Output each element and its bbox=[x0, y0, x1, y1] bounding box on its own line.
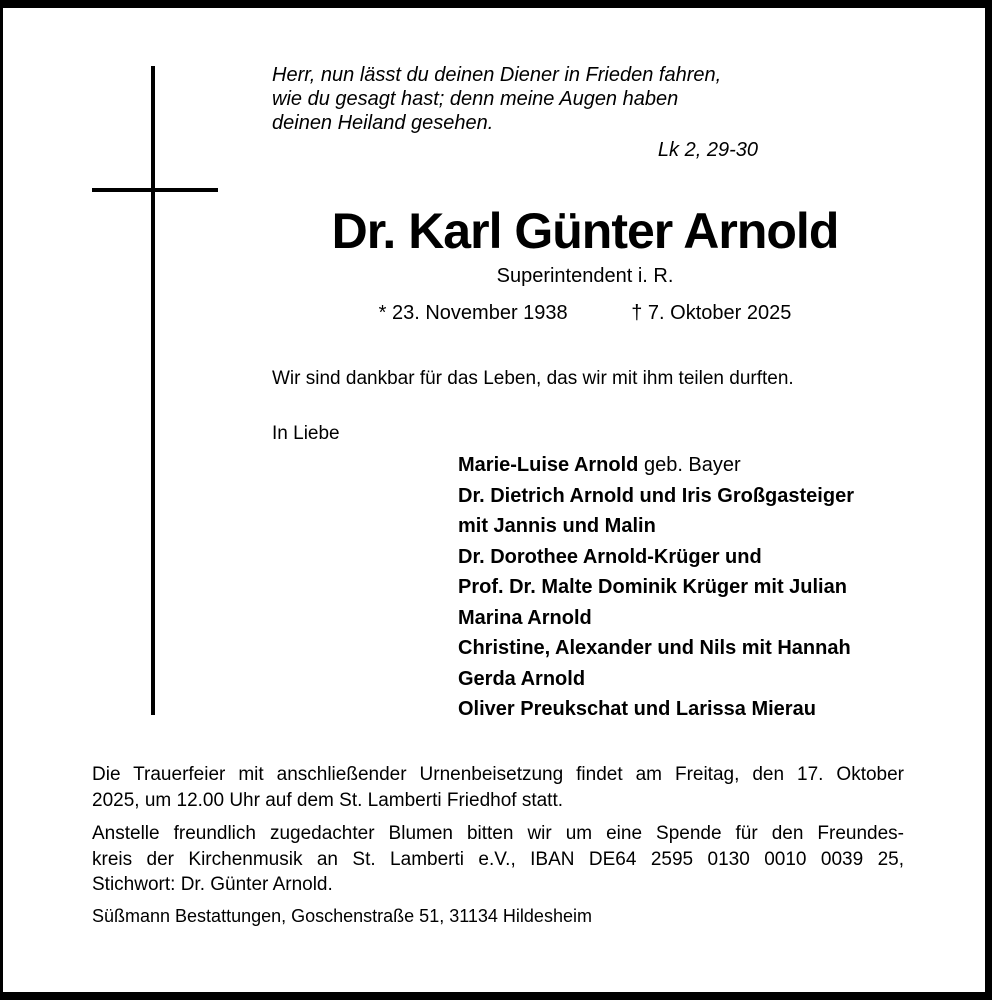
donation-info-line: Stichwort: Dr. Günter Arnold. bbox=[92, 874, 333, 895]
mourner-maiden-name: geb. Bayer bbox=[638, 454, 741, 476]
donation-info-line: kreis der Kirchenmusik an St. Lamberti e.V., IBAN DE64 2595 0130 0010 0039 25, bbox=[92, 848, 904, 870]
mourner-line: Marina Arnold bbox=[458, 606, 592, 629]
death-date: † 7. Oktober 2025 bbox=[631, 302, 792, 324]
mourner-line: Dr. Dorothee Arnold-Krüger und bbox=[458, 545, 762, 568]
frame-border-bottom bbox=[0, 992, 992, 1000]
cross-vertical-bar bbox=[151, 66, 155, 715]
birth-date: * 23. November 1938 bbox=[378, 302, 568, 324]
bible-quote bbox=[272, 63, 758, 162]
mourner-name: Marie-Luise Arnold bbox=[458, 454, 639, 476]
closing-text: In Liebe bbox=[272, 423, 340, 444]
funeral-info-line: Die Trauerfeier mit anschließender Urnenbeisetzung findet am Freitag, den 17. Oktober bbox=[92, 764, 904, 785]
bible-quote-line: Herr, nun lässt du deinen Diener in Frieden fahren, bbox=[272, 64, 722, 86]
donation-info-line: Anstelle freundlich zugedachter Blumen bitten wir um eine Spende für den Freundes- bbox=[92, 823, 904, 844]
gratitude-text: Wir sind dankbar für das Leben, das wir mit ihm teilen durften. bbox=[272, 368, 794, 389]
cross-horizontal-bar bbox=[92, 188, 218, 192]
mourner-line: Christine, Alexander und Nils mit Hannah bbox=[458, 637, 851, 659]
header bbox=[170, 203, 992, 325]
mourner-line bbox=[458, 450, 918, 481]
life-dates bbox=[170, 301, 992, 325]
bible-quote-attribution: Lk 2, 29-30 bbox=[657, 139, 758, 161]
mourner-line: Oliver Preukschat und Larissa Mierau bbox=[458, 698, 816, 720]
frame-border-right bbox=[985, 0, 992, 1000]
donation-info bbox=[92, 821, 904, 898]
deceased-title: Superintendent i. R. bbox=[496, 265, 674, 287]
bible-quote-line: wie du gesagt hast; denn meine Augen haben bbox=[272, 88, 679, 110]
frame-border-top bbox=[0, 0, 992, 8]
mourner-line: Prof. Dr. Malte Dominik Krüger mit Julian bbox=[458, 576, 847, 598]
bible-quote-line: deinen Heiland gesehen. bbox=[272, 112, 494, 134]
mourner-line: Dr. Dietrich Arnold und Iris Großgasteiger bbox=[458, 484, 854, 507]
mourner-line: mit Jannis und Malin bbox=[458, 515, 656, 537]
funeral-info bbox=[92, 762, 904, 813]
undertaker-info: Süßmann Bestattungen, Goschenstraße 51, 31134 Hildesheim bbox=[92, 906, 592, 926]
deceased-name: Dr. Karl Günter Arnold bbox=[331, 203, 839, 259]
funeral-info-line: 2025, um 12.00 Uhr auf dem St. Lamberti Friedhof statt. bbox=[92, 789, 564, 811]
mourner-line: Gerda Arnold bbox=[458, 667, 586, 690]
frame-border-left bbox=[0, 0, 3, 1000]
mourners-list bbox=[458, 450, 918, 725]
